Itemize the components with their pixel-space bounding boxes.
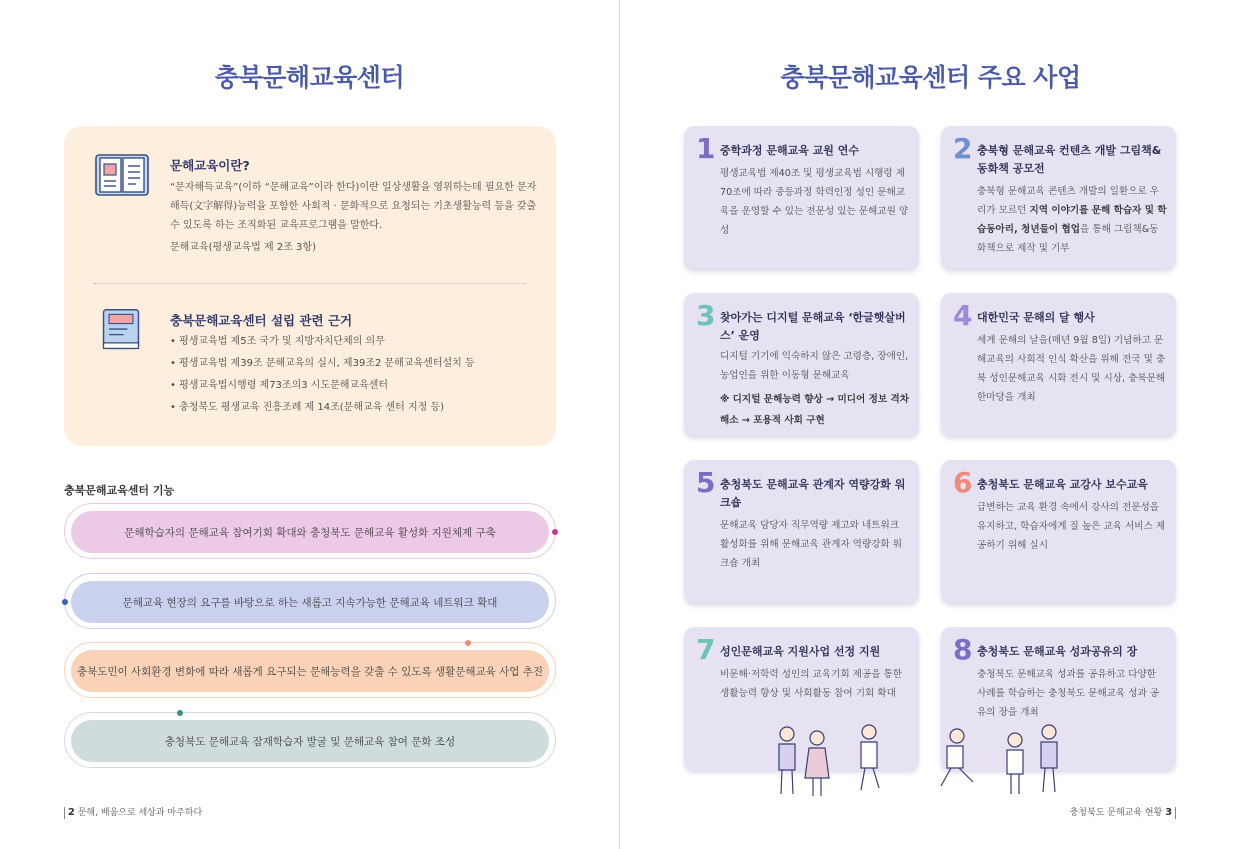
definition-text — [170, 178, 542, 257]
function-item — [64, 573, 556, 629]
definition-source: 문해교육(평생교육법 제 2조 3항) — [170, 242, 316, 253]
card-number: 4 — [953, 299, 973, 332]
card-body: 문해교육 담당자 직무역량 제고와 네트워크 활성화를 위해 문해교육 관계자 역량강화 워크숍 개최 — [720, 520, 903, 569]
card-heading: 충청북도 문해교육 성과공유의 장 — [977, 645, 1138, 658]
project-card — [684, 126, 919, 269]
card-heading: 충북형 문해교육 컨텐츠 개발 그림책& 동화책 공모전 — [977, 144, 1162, 175]
card-body: 충북형 문해교육 콘텐츠 개발의 일환으로 우리가 모르던 지역 이야기를 문해 학습자 및 학습동아리, 청년들이 협업을 통해 그림책&동화책으로 제작 및 기부 — [977, 186, 1167, 254]
accent-dot — [177, 710, 183, 716]
open-book-icon — [94, 152, 150, 198]
card-number: 6 — [953, 466, 973, 499]
function-label: 충북도민이 사회환경 변화에 따라 새롭게 요구되는 문해능력을 갖출 수 있도록 생활문해교육 사업 추진 — [71, 650, 549, 692]
card-number: 8 — [953, 633, 973, 666]
footer-text: 문해, 배움으로 세상과 마주하다 — [77, 808, 203, 818]
card-heading: 성인문해교육 지원사업 선정 지원 — [720, 645, 881, 658]
card-body: 충청북도 문해교육 성과를 공유하고 다양한 사례를 학습하는 충청북도 문해교육 성과 공유의 장을 개최 — [977, 669, 1160, 718]
card-heading: 중학과정 문해교육 교원 연수 — [720, 144, 859, 157]
card-body: 비문해·저학력 성인의 교육기회 제공을 통한 생활능력 향상 및 사회활동 참여 기회 확대 — [720, 669, 903, 699]
left-footer — [64, 805, 202, 819]
left-page-title: 충북문해교육센터 — [214, 63, 405, 92]
functions-title: 충북문해교육센터 기능 — [64, 484, 175, 497]
card-body: 디지털 기기에 익숙하지 않은 고령층, 장애인, 농업인을 위한 이동형 문해교육 — [720, 351, 909, 381]
card-number: 3 — [696, 299, 716, 332]
accent-dot — [62, 599, 68, 605]
closed-book-icon — [98, 307, 144, 353]
page-number: 3 — [1165, 807, 1173, 818]
right-footer — [1070, 805, 1176, 819]
section-heading: 문해교육이란? — [170, 158, 250, 173]
accent-dot — [552, 529, 558, 535]
list-item: • 평생교육법 제39조 문해교육의 실시, 제39조2 문해교육센터설치 등 — [170, 353, 542, 375]
card-body: 평생교육법 제40조 및 평생교육법 시행령 제70조에 따라 중등과정 학력인정 성인 문해교육을 운영할 수 있는 전문성 있는 문해교원 양성 — [720, 168, 909, 236]
card-heading: 찾아가는 디지털 문해교육 ‘한글햇살버스’ 운영 — [720, 311, 906, 342]
accent-dot — [465, 640, 471, 646]
section-heading: 충북문해교육센터 설립 관련 근거 — [170, 313, 353, 328]
project-card — [684, 460, 919, 603]
card-heading: 대한민국 문해의 달 행사 — [977, 311, 1095, 324]
definition-body: “문자해득교육”(이하 “문해교육”이라 한다)이란 일상생활을 영위하는데 필요한 문자해득(文字解得)능력을 포함한 사회적 · 문화적으로 요청되는 기초생활능력 등을 갖출 수 있도록 하는 조직화된 교육프로그램을 말한다. — [170, 182, 537, 231]
function-item — [64, 642, 556, 698]
legal-basis-list — [170, 331, 542, 419]
page-number: 2 — [67, 807, 75, 818]
card-number: 2 — [953, 132, 973, 165]
function-item — [64, 712, 556, 768]
list-item: • 평생교육법시행령 제73조의3 시도문해교육센터 — [170, 375, 542, 397]
card-body: 급변하는 교육 환경 속에서 강사의 전문성을 유지하고, 학습자에게 질 높은 교육 서비스 제공하기 위해 실시 — [977, 502, 1166, 551]
people-illustration — [767, 722, 1187, 804]
dotted-divider — [94, 283, 526, 284]
function-label: 충청북도 문해교육 잠재학습자 발굴 및 문해교육 참여 문화 조성 — [71, 720, 549, 762]
card-number: 5 — [696, 466, 716, 499]
function-label: 문해학습자의 문해교육 참여기회 확대와 충청북도 문해교육 활성화 지원체제 구축 — [71, 511, 549, 553]
definition-box — [64, 126, 556, 446]
card-body: 세계 문해의 날을(매년 9월 8일) 기념하고 문해교육의 사회적 인식 확산을 위해 전국 및 충북 성인문해교육 시화 전시 및 시상, 충북문해한마당을 개최 — [977, 335, 1166, 403]
card-number: 1 — [696, 132, 716, 165]
card-heading: 충청북도 문해교육 관계자 역량강화 워크숍 — [720, 478, 906, 509]
right-page — [621, 0, 1240, 849]
function-item — [64, 503, 556, 559]
right-page-title: 충북문해교육센터 주요 사업 — [780, 63, 1081, 92]
project-card — [684, 293, 919, 436]
function-label: 문해교육 현장의 요구를 바탕으로 하는 새롭고 지속가능한 문해교육 네트워크 확대 — [71, 581, 549, 623]
project-card — [941, 460, 1176, 603]
project-card — [941, 293, 1176, 436]
list-item: • 평생교육법 제5조 국가 및 지방자치단체의 의무 — [170, 331, 542, 353]
card-note: ※ 디지털 문해능력 향상 → 미디어 정보 격차 해소 → 포용적 사회 구현 — [720, 394, 910, 426]
list-item: • 충청북도 평생교육 진흥조례 제 14조(문해교육 센터 지정 등) — [170, 397, 542, 419]
project-card — [941, 126, 1176, 269]
card-number: 7 — [696, 633, 716, 666]
card-heading: 충청북도 문해교육 교강사 보수교육 — [977, 478, 1148, 491]
footer-text: 충청북도 문해교육 현황 — [1069, 808, 1163, 818]
